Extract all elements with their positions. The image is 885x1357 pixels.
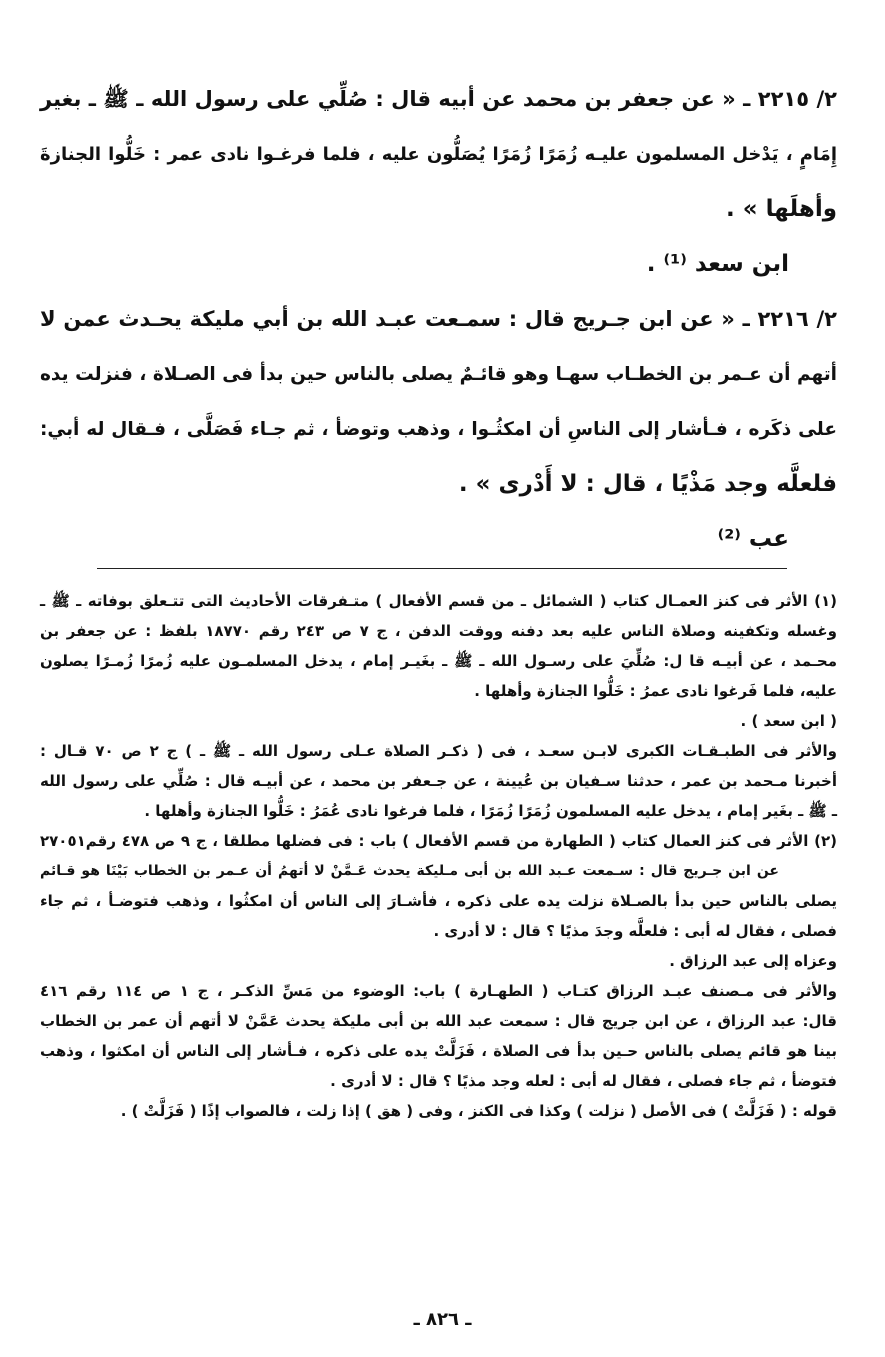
footnote-line: يصلى بالناس حين بدأ بالصـلاة نزلت يده على ذكره ، فأشـارَ إلى الناس أن امكثُوا ، وذهب فتوضـأ ، ثم جاء [40, 892, 837, 910]
footnote-line: (٢) الأثر فى كنز العمال كتاب ( الطهارة من قسم الأفعال ) باب : فى فضلها مطلقا ، ج ٩ ص ٤٧٨ رقم٢٧٠٥١ [40, 832, 838, 850]
source-attribution: عب ⁽²⁾ [717, 526, 789, 552]
footnote-line: وعزاه إلى عبد الرزاق . [669, 952, 837, 970]
footnote-line: فتوضأ ، ثم جاء فصلى ، فقال له أبى : لعله وجد مذيًا ؟ قال : لا أدرى . [330, 1072, 837, 1090]
hadith-2216-line: ٢/ ٢٢١٦ ـ « عن ابن جـريج قال : سمـعت عبـد الله بن أبي مليكة يحـدث عمن لا [40, 307, 837, 331]
footnote-line: بينا هو قائم يصلى بالناس حـين بدأ فى الصلاة ، فَزَلَّتْ يده على ذكره ، فـأشار إلى الناس أن امكثوا ، وذهب [40, 1042, 837, 1060]
footnote-line: عن ابن جـريج قال : سـمعت عـبد الله بن أبى مـليكة يحدث عَـمَّنْ لا أتهمُ أن عـمر بن الخطاب بَيْنَا هو قـائم [40, 863, 779, 879]
footnote-line: أخبرنا مـحمد بن عمر ، حدثنا سـفيان بن عُيينة ، عن جـعفر بن محمد ، عن أبيـه قال : صُلِّي على رسول الله [40, 772, 837, 790]
footnote-line: ـ ﷺ ـ بغَير إمام ، يدخل عليه المسلمون زُمَرًا زُمَرًا ، فلما فرغوا نادى عُمَرُ : خَلُّوا الجنازة وأهلها . [144, 802, 837, 820]
footnote-line: (١) الأثر فى كنز العمـال كتاب ( الشمائل ـ من قسم الأفعال ) متـفرقات الأحاديث التى تتـعلق بوفاته ـ ﷺ ـ [40, 592, 837, 610]
footnote-line: عليه، فلما فَرغوا نادى عمرُ : خَلُّوا الجنازة وأهلها . [474, 682, 837, 700]
footnote-line: قوله : ( فَزَلَّتْ ) فى الأصل ( نزلت ) وكذا فى الكنز ، وفى ( هق ) إذا زلت ، فالصواب إذًا ( فَزَلَّتْ ) . [120, 1102, 837, 1120]
footnote-line: محـمد ، عن أبيـه قا ل: صُلِّيَ على رسـول الله ـ ﷺ ـ بغَيـر إمام ، يدخل المسلمـون عليه زُمرًا زُمـرًا يصلون [40, 652, 837, 670]
footnote-line: وغسله وتكفينه وصلاة الناس عليه بعد دفنه ووقت الدفن ، ج ٧ ص ٢٤٣ رقم ١٨٧٧٠ بلفظ : عن جعفر بن [40, 622, 837, 640]
hadith-2216-line: على ذكَره ، فـأشار إلى الناسِ أن امكثُـوا ، وذهب وتوضأ ، ثم جـاء فَصَلَّى ، فـقال له أبي: [40, 419, 837, 440]
hadith-2216-line: أتهم أن عـمر بن الخطـاب سهـا وهو قائـمٌ يصلى بالناس حين بدأ فى الصـلاة ، فنزلت يده [40, 364, 837, 385]
footnote-line: والأثر فى الطبـقـات الكبرى لابـن سعـد ، فى ( ذكـر الصلاة عـلى رسول الله ـ ﷺ ـ ) ج ٢ ص ٧٠ قـال : [40, 742, 837, 760]
footnote-line: ( ابن سعد ) . [740, 712, 837, 730]
footnote-separator [97, 568, 787, 569]
hadith-2215-line: ٢/ ٢٢١٥ ـ « عن جعفر بن محمد عن أبيه قال : صُلِّي على رسول الله ـ ﷺ ـ بغير [40, 87, 837, 111]
footnote-line: والأثر فى مـصنف عبـد الرزاق كتـاب ( الطهـارة ) باب: الوضوء من مَسِّ الذكـر ، ج ١ ص ١١٤ رقم ٤١٦ [40, 982, 837, 1000]
source-attribution: ابن سعد ⁽¹⁾ . [646, 251, 789, 277]
hadith-2216-line: فلعلَّه وجد مَذْيًا ، قال : لا أَدْرى » . [458, 471, 837, 497]
footnote-line: قال: عبد الرزاق ، عن ابن جريج قال : سمعت عبد الله بن أبى مليكة يحدث عَمَّنْ لا أتهم أن عمر بن الخطاب [40, 1012, 837, 1030]
footnotes [40, 586, 837, 1126]
hadith-2215-line: إِمَامٍ ، يَدْخل المسلمون عليـه زُمَرًا زُمَرًا يُصَلُّون عليه ، فلما فرغـوا نادى عمر : خَلُّوا الجنازةَ [40, 144, 837, 165]
main-text [40, 72, 837, 567]
hadith-2215-line: وأهلَها » . [726, 196, 837, 222]
footnote-line: فصلى ، فقال له أبى : فلعلَّه وجدَ مذيًا ؟ قال : لا أدرى . [433, 922, 837, 940]
page-number: ـ ٨٢٦ ـ [413, 1309, 472, 1330]
